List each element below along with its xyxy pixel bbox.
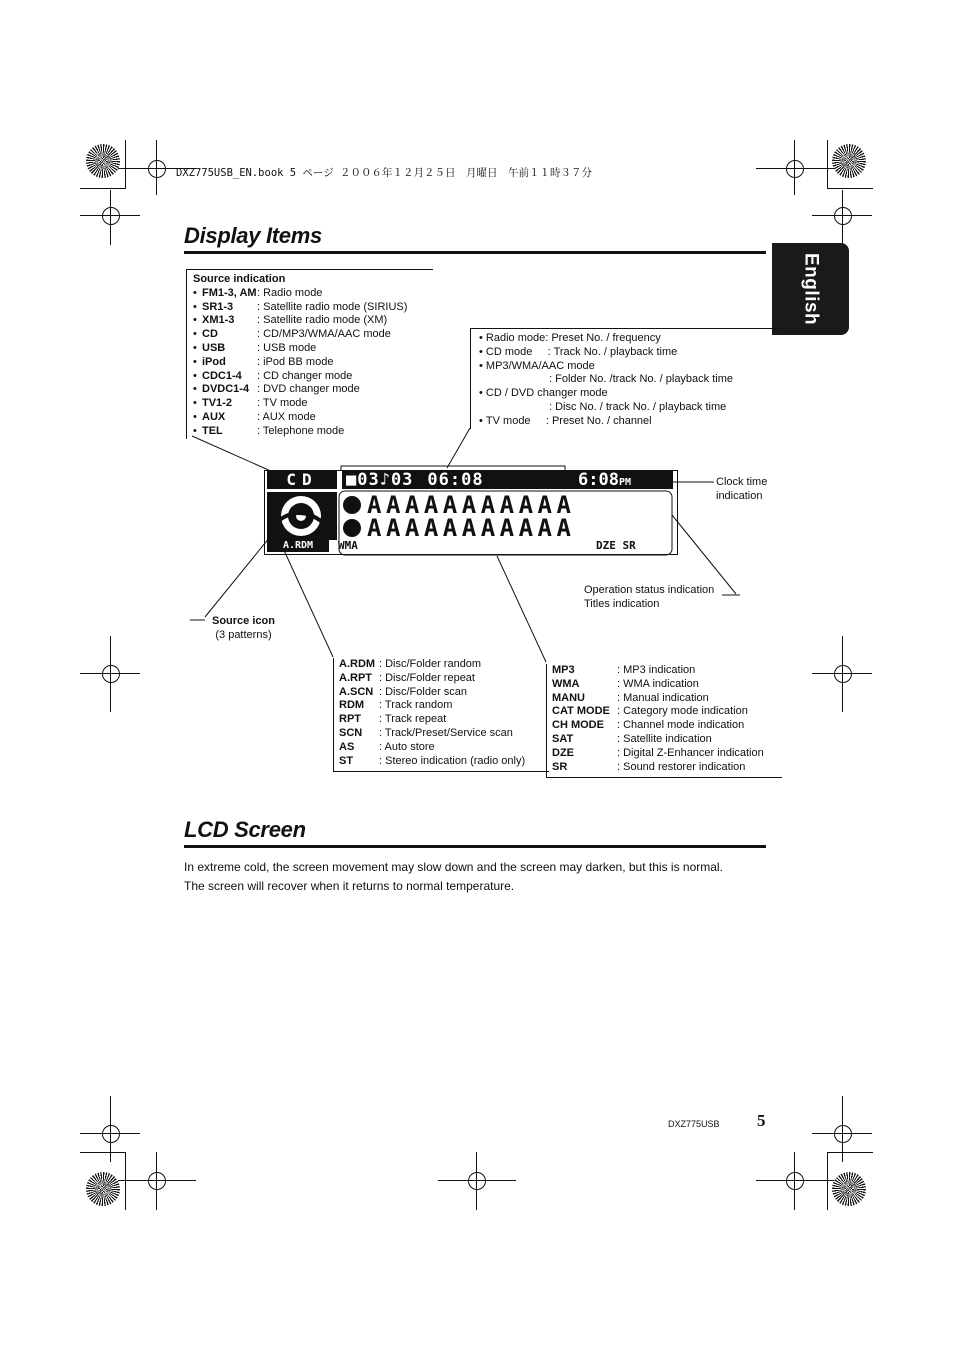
list-item-key: XM1-3 — [202, 314, 235, 327]
list-item-desc: : TV mode — [257, 397, 308, 410]
bullet: • — [193, 314, 197, 327]
title-rule — [184, 845, 766, 848]
list-item — [552, 747, 782, 761]
bullet: • — [193, 300, 197, 313]
list-item — [339, 727, 549, 741]
lcd-line1: AAAAAAAAAAA — [367, 491, 576, 519]
lcd-screen-para1: In extreme cold, the screen movement may slow down and the screen may darken, but this is normal. — [184, 860, 723, 874]
list-item-desc: : Channel mode indication — [617, 719, 745, 732]
list-item-key: SR1-3 — [202, 300, 234, 313]
list-item — [339, 741, 549, 755]
list-item-key: FM1-3, AM — [202, 286, 257, 299]
list-item-desc: : Disc/Folder repeat — [379, 671, 475, 684]
list-item-desc: : Radio mode — [257, 286, 323, 299]
list-item-key: A.RPT — [339, 671, 372, 684]
operation-label-line1: Operation status indication — [584, 584, 715, 596]
list-item-key: MANU — [552, 691, 585, 704]
mode-info-changer-detail: : Disc No. / track No. / playback time — [549, 400, 727, 413]
list-item-desc: : Disc/Folder random — [379, 658, 482, 670]
bullet: • — [193, 424, 197, 437]
list-item-key: TV1-2 — [202, 397, 232, 410]
bullet: • — [193, 286, 197, 299]
random-list-box — [333, 658, 549, 772]
list-item-key: AS — [339, 740, 355, 753]
list-item-key: SAT — [552, 732, 574, 745]
clock-label-line2: indication — [716, 489, 763, 502]
list-item-key: A.RDM — [339, 658, 376, 670]
status-list-box — [546, 664, 782, 778]
list-item — [339, 658, 549, 672]
source-icon-title: Source icon — [212, 615, 275, 627]
mode-info-mp3-detail: : Folder No. /track No. / playback time — [549, 373, 734, 386]
list-item-key: MP3 — [552, 664, 575, 676]
list-item-desc: : Track random — [379, 699, 453, 712]
bullet: • — [193, 355, 197, 368]
operation-label-line2: Titles indication — [584, 597, 660, 610]
list-item-desc: : Satellite radio mode (XM) — [257, 314, 388, 327]
list-item — [339, 699, 549, 713]
list-item-desc: : MP3 indication — [617, 664, 696, 676]
list-item-key: SCN — [339, 726, 363, 739]
list-item-desc: : Track/Preset/Service scan — [379, 726, 513, 739]
lcd-display — [264, 470, 678, 555]
page-number: 5 — [757, 1111, 766, 1130]
list-item — [552, 678, 782, 692]
list-item — [552, 733, 782, 747]
book-info: DXZ775USB_EN.book 5 ページ ２００６年１２月２５日 月曜日 午前１１時３７分 — [176, 167, 593, 179]
list-item-desc: : Disc/Folder scan — [379, 685, 468, 698]
mode-info-box: • Radio mode: Preset No. / frequency • CD mode : Track No. / playback time • MP3/WMA/AAC mode : Folder No. /track No. / playback time • CD / DVD changer mode : Disc No. / track No. / playback time • TV mode : Preset No. / channel — [470, 328, 779, 429]
list-item-key: RPT — [339, 713, 361, 726]
source-indication-heading: Source indication — [193, 273, 286, 285]
mode-info-cd: CD mode : Track No. / playback time — [485, 345, 678, 358]
list-item-key: RDM — [339, 699, 365, 712]
lcd-status-right: DZE SR — [596, 539, 636, 552]
list-item-desc: : Digital Z-Enhancer indication — [617, 746, 764, 759]
list-item-desc: : DVD changer mode — [257, 383, 360, 396]
bullet: • — [193, 397, 197, 410]
list-item-desc: : Auto store — [379, 740, 435, 753]
language-tab-label: English — [800, 252, 822, 326]
mode-info-mp3: MP3/WMA/AAC mode — [485, 359, 595, 372]
list-item-desc: : Sound restorer indication — [617, 760, 746, 773]
mode-info-radio: Radio mode: Preset No. / frequency — [485, 332, 661, 344]
list-item-desc: : Track repeat — [379, 713, 447, 726]
list-item-key: A.SCN — [339, 685, 374, 698]
list-item-desc: : Telephone mode — [257, 424, 345, 437]
lcd-line2: AAAAAAAAAAA — [367, 514, 576, 542]
list-item-key: SR — [552, 760, 568, 773]
lcd-status-mid: WMA — [338, 539, 358, 552]
source-icon-label — [212, 615, 275, 643]
bullet: • — [193, 341, 197, 354]
list-item-key: TEL — [202, 424, 223, 437]
list-item-desc: : Manual indication — [617, 691, 709, 704]
list-item-desc: : Satellite radio mode (SIRIUS) — [257, 300, 408, 313]
clock-label-line1: Clock time — [716, 476, 768, 488]
lcd-status-left: A.RDM — [267, 540, 329, 552]
list-item — [339, 755, 549, 769]
list-item-key: DZE — [552, 746, 574, 759]
lcd-clock: 6:08 — [578, 470, 619, 490]
list-item — [339, 672, 549, 686]
list-item-key: DVDC1-4 — [202, 383, 250, 396]
bullet: • — [193, 369, 197, 382]
list-item-key: USB — [202, 341, 226, 354]
list-item — [552, 761, 782, 775]
display-items-title: Display Items — [184, 223, 322, 248]
lcd-time: 06:08 — [427, 470, 484, 490]
list-item — [339, 713, 549, 727]
bullet: • — [193, 410, 197, 423]
list-item-key: WMA — [552, 677, 580, 690]
lcd-track: ■03♪03 — [346, 470, 414, 490]
list-item-desc: : iPod BB mode — [257, 355, 334, 368]
list-item — [552, 719, 782, 733]
list-item — [552, 692, 782, 706]
lcd-screen-para2: The screen will recover when it returns to normal temperature. — [184, 879, 515, 893]
source-icon-sub: (3 patterns) — [215, 628, 272, 641]
list-item-key: CDC1-4 — [202, 369, 242, 382]
mode-info-changer: CD / DVD changer mode — [485, 387, 608, 400]
list-item-desc: : USB mode — [257, 341, 317, 354]
clock-label — [716, 476, 767, 504]
lcd-screen-text — [184, 858, 784, 896]
list-item — [339, 686, 549, 700]
operation-label — [584, 584, 714, 612]
list-item-key: CAT MODE — [552, 705, 610, 718]
list-item — [552, 664, 782, 678]
list-item-key: iPod — [202, 355, 226, 368]
lcd-source: CD — [267, 471, 337, 489]
bullet: • — [193, 328, 197, 341]
list-item-desc: : Category mode indication — [617, 705, 748, 718]
list-item-key: CD — [202, 328, 218, 341]
lcd-screen-title: LCD Screen — [184, 817, 306, 842]
list-item-desc: : Satellite indication — [617, 732, 712, 745]
mode-info-tv: TV mode : Preset No. / channel — [485, 414, 652, 427]
list-item — [552, 705, 782, 719]
bullet: • — [193, 383, 197, 396]
lcd-ampm: PM — [618, 477, 631, 488]
list-item-key: AUX — [202, 410, 226, 423]
list-item-desc: : CD changer mode — [257, 369, 353, 382]
footer-model: DXZ775USB — [668, 1119, 720, 1129]
list-item-desc: : AUX mode — [257, 410, 316, 423]
list-item-desc: : Stereo indication (radio only) — [379, 754, 526, 767]
list-item-desc: : CD/MP3/WMA/AAC mode — [257, 328, 391, 341]
list-item-desc: : WMA indication — [617, 677, 699, 690]
list-item-key: ST — [339, 754, 354, 767]
list-item-key: CH MODE — [552, 719, 604, 732]
